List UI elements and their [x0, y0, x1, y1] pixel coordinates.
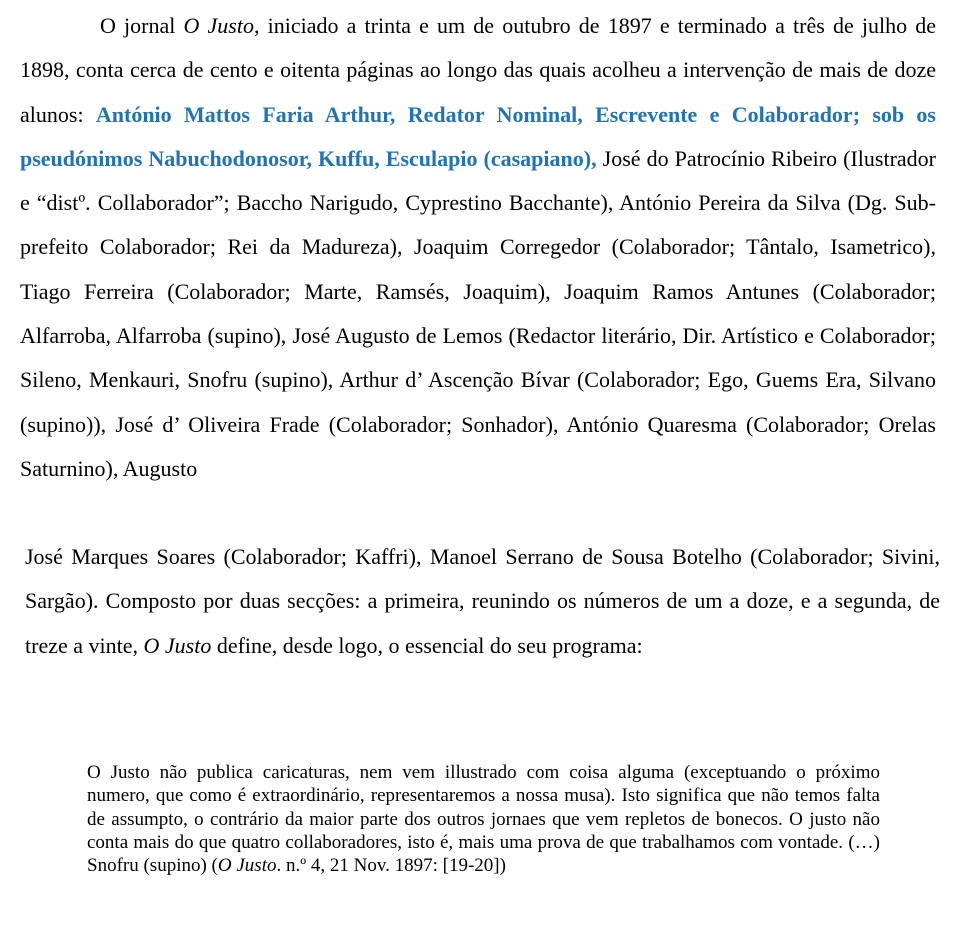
quote-text: O Justo não publica caricaturas, nem vem illustrado com coisa alguma (exceptuando o próximo numero, que como é extraordinário, representaremos a nossa musa). Isto significa que não temos falta de assumpto, o contrário da maior parte dos outros jornaes que vem repletos de bonecos. O justo não conta mais do que quatro collaboradores, isto é, mais uma prova de que trabalhamos com vontade. (…) Snofru (supino) (: [87, 762, 880, 877]
contributor-list: José do Patrocínio Ribeiro (Ilustrador e “distº. Collaborador”; Baccho Narigudo, Cyprestino Bacchante), António Pereira da Silva (Dg. Sub-prefeito Colaborador; Rei da Madureza), Joaquim Corregedor (Colaborador; Tântalo, Isametrico), Tiago Ferreira (Colaborador; Marte, Ramsés, Joaquim), Joaquim Ramos Antunes (Colaborador; Alfarroba, Alfarroba (supino), José Augusto de Lemos (Redactor literário, Dir. Artístico e Colaborador; Sileno, Menkauri, Snofru (supino), Arthur d’ Ascenção Bívar (Colaborador; Ego, Guems Era, Silvano (supino)), José d’ Oliveira Frade (Colaborador; Sonhador), António Quaresma (Colaborador; Orelas Saturnino), Augusto: [20, 145, 936, 481]
contributor-list-end: José Marques Soares (Colaborador; Kaffri), Manoel Serrano de Sousa Botelho (Colaborador; Sivini, Sargão). Composto por duas secções: a primeira, reunindo os números de um a doze, e a segunda, de treze a vinte,: [25, 544, 940, 658]
newspaper-title-2: O Justo: [143, 632, 212, 658]
body-paragraph: [20, 4, 936, 491]
paragraph-closing: define, desde logo, o essencial do seu programa:: [211, 632, 643, 658]
paragraph-intro: O jornal: [100, 13, 184, 38]
citation-title: O Justo: [217, 855, 277, 877]
body-paragraph-continuation: [25, 535, 940, 668]
newspaper-title: O Justo: [183, 13, 254, 38]
paragraph-dates: , iniciado a trinta e um de outubro de 1897 e terminado a três de julho de 1898, conta cerca de cento e oitenta páginas ao longo das quais acolheu a intervenção de mais de doze alunos:: [20, 13, 936, 127]
citation-details: . n.º 4, 21 Nov. 1897: [19-20]): [276, 855, 506, 877]
block-quote: [87, 761, 880, 877]
highlighted-contributor: António Mattos Faria Arthur, Redator Nominal, Escrevente e Colaborador; sob os pseudónimos Nabuchodonosor, Kuffu, Esculapio (casapiano),: [20, 101, 936, 171]
